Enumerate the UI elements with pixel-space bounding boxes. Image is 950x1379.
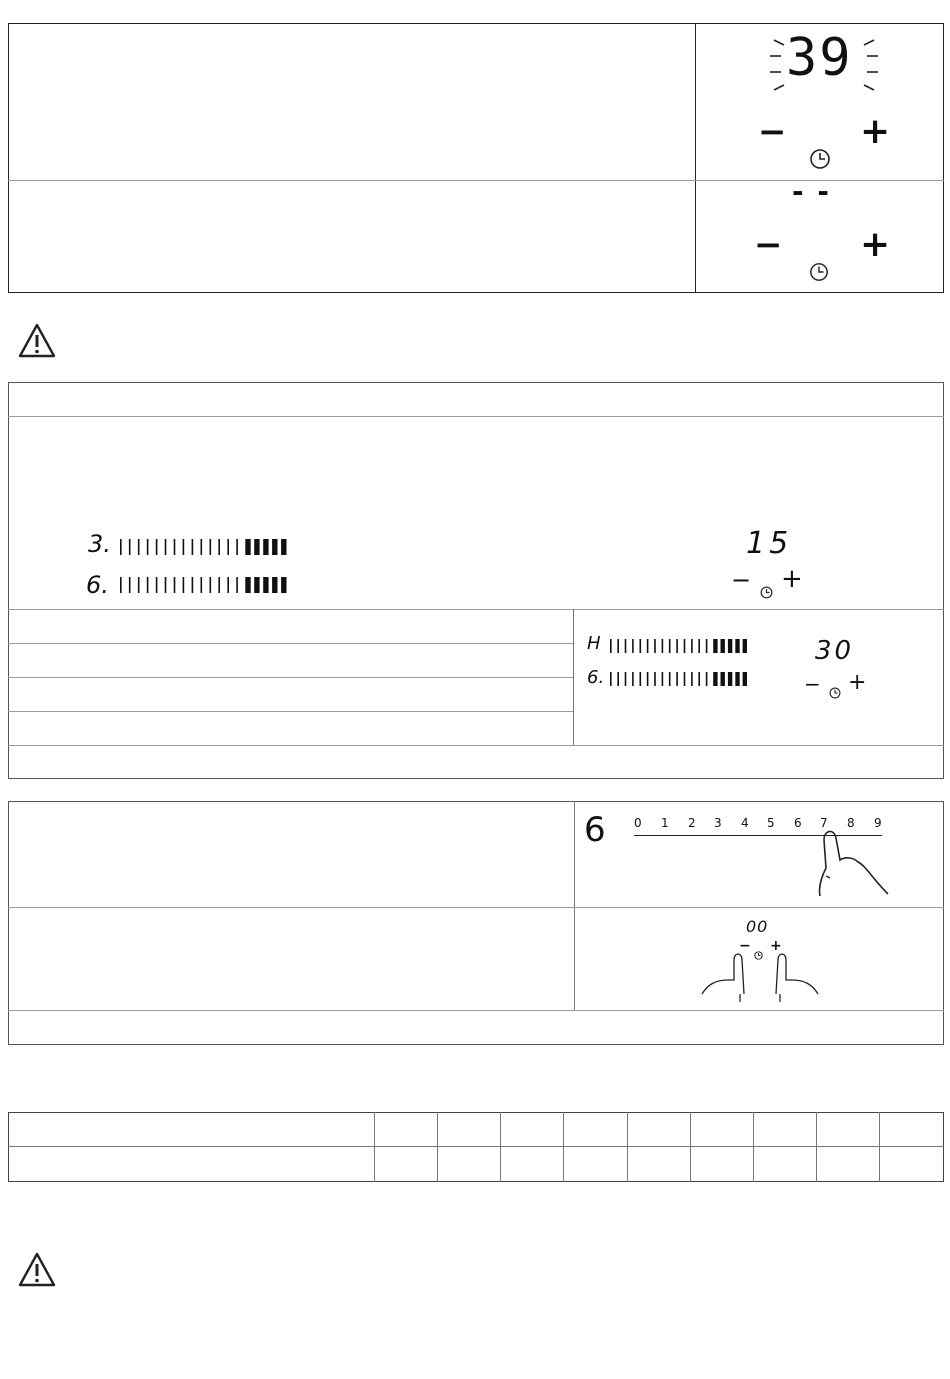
power-bar-tick [218, 577, 220, 593]
power-bar-tick [728, 639, 732, 653]
finger-pointer-icon [812, 826, 902, 898]
power-bar-tick [192, 539, 194, 555]
timer-display: - - [792, 175, 831, 208]
power-bar-tick [684, 672, 686, 686]
zone-level-2: 6. [86, 571, 109, 599]
levels-table-row-divider [8, 1146, 944, 1147]
power-bar-tick [174, 539, 176, 555]
power-bar-tick [183, 577, 185, 593]
plus-button[interactable]: + [860, 111, 891, 152]
power-bar-tick [201, 539, 203, 555]
power-bar-tick [706, 639, 708, 653]
power-bar-tick [272, 539, 277, 555]
power-bar-tick [721, 639, 725, 653]
power-bar-tick [647, 639, 649, 653]
power-bar-tick [735, 639, 739, 653]
power-bar-tick [192, 577, 194, 593]
slider-level-display: 6 [584, 810, 606, 850]
example-table-divider [573, 609, 574, 745]
power-bar-tick [183, 539, 185, 555]
scale-digit: 0 [634, 816, 642, 830]
power-bar-tick [610, 672, 612, 686]
example-table-row-divider [8, 609, 944, 610]
zone-level-1: 3. [88, 530, 111, 558]
power-bar-tick [210, 577, 212, 593]
plus-button[interactable]: + [781, 564, 803, 594]
zone-level-1: H [587, 633, 601, 654]
slider-table-row-divider [8, 1010, 944, 1011]
power-bar-tick [138, 539, 140, 555]
scale-digit: 7 [820, 816, 828, 830]
power-bar-tick [236, 577, 238, 593]
power-bar-2 [610, 672, 750, 686]
timer-display: 39 [786, 28, 853, 88]
clock-icon[interactable] [809, 148, 831, 170]
warning-icon [17, 322, 57, 360]
scale-digit: 5 [767, 816, 775, 830]
power-bar-tick [617, 672, 619, 686]
power-bar-tick [272, 577, 277, 593]
slider-table [8, 801, 944, 1045]
power-bar-tick [669, 672, 671, 686]
timer-panel-blinking [696, 24, 943, 180]
levels-table-col-divider [816, 1112, 817, 1182]
power-bar-tick [129, 577, 131, 593]
power-bar-tick [640, 639, 642, 653]
example-table-row-divider [8, 643, 574, 644]
levels-table-col-divider [563, 1112, 564, 1182]
levels-table-col-divider [690, 1112, 691, 1182]
power-bar-tick [640, 672, 642, 686]
power-bar-tick [174, 577, 176, 593]
zone-level-2: 6. [587, 667, 605, 688]
power-bar-tick [743, 639, 747, 653]
power-bar-tick [120, 539, 122, 555]
power-bar-tick [610, 639, 612, 653]
slider-table-row-divider [8, 907, 944, 908]
power-bar-1 [120, 539, 290, 555]
power-bar-tick [728, 672, 732, 686]
example-table-row-divider [8, 745, 944, 746]
minus-button[interactable]: − [731, 566, 752, 594]
power-bar-tick [129, 539, 131, 555]
levels-table-col-divider [437, 1112, 438, 1182]
power-bar-tick [227, 539, 229, 555]
power-bar-tick [654, 639, 656, 653]
power-bar-tick [669, 639, 671, 653]
power-bar-tick [676, 639, 678, 653]
clock-icon[interactable] [760, 586, 773, 599]
minus-button[interactable]: − [758, 112, 787, 152]
power-bar-tick [227, 577, 229, 593]
power-bar-tick [138, 577, 140, 593]
levels-table-col-divider [879, 1112, 880, 1182]
power-bar-tick [713, 672, 717, 686]
scale-digit: 6 [794, 816, 802, 830]
power-bar-tick [647, 672, 649, 686]
power-bar-tick [156, 577, 158, 593]
timer-display: 30 [815, 636, 855, 666]
power-bar-tick [735, 672, 739, 686]
levels-table-col-divider [500, 1112, 501, 1182]
scale-digit: 3 [714, 816, 722, 830]
minus-button[interactable]: − [739, 938, 751, 954]
power-bar-tick [691, 639, 693, 653]
plus-button[interactable]: + [860, 224, 891, 265]
clock-icon[interactable] [809, 262, 829, 282]
power-bar-tick [662, 672, 664, 686]
timer-display: 15 [746, 526, 793, 561]
power-bar-tick [632, 639, 634, 653]
example-table-row-divider [8, 677, 574, 678]
power-bar-tick [676, 672, 678, 686]
power-bar-tick [147, 577, 149, 593]
power-bar-1 [610, 639, 750, 653]
power-bar-2 [120, 577, 290, 593]
lock-timer-display: 00 [746, 917, 769, 936]
power-bar-tick [691, 672, 693, 686]
scale-digit: 8 [847, 816, 855, 830]
scale-digit: 9 [874, 816, 882, 830]
levels-table-col-divider [374, 1112, 375, 1182]
example-table-row-divider [8, 416, 944, 417]
power-bar-tick [684, 639, 686, 653]
scale-digit: 1 [661, 816, 669, 830]
power-bar-tick [654, 672, 656, 686]
power-bar-tick [632, 672, 634, 686]
power-bar-tick [281, 577, 286, 593]
power-bar-tick [147, 539, 149, 555]
power-bar-tick [201, 577, 203, 593]
power-bar-tick [713, 639, 717, 653]
power-bar-tick [165, 577, 167, 593]
power-bar-tick [218, 539, 220, 555]
power-bar-tick [236, 539, 238, 555]
power-bar-tick [698, 672, 700, 686]
power-bar-tick [721, 672, 725, 686]
power-bar-tick [625, 639, 627, 653]
timer-panel-off [696, 175, 943, 292]
plus-button[interactable]: + [848, 670, 867, 695]
minus-button[interactable]: − [804, 672, 821, 696]
plus-button[interactable]: + [770, 938, 782, 954]
clock-icon[interactable] [829, 687, 841, 699]
power-bar-tick [743, 672, 747, 686]
power-bar-tick [254, 577, 259, 593]
power-bar-tick [156, 539, 158, 555]
scale-digit: 4 [741, 816, 749, 830]
warning-icon [17, 1251, 57, 1289]
power-bar-tick [120, 577, 122, 593]
power-bar-tick [617, 639, 619, 653]
slider-table-divider [574, 801, 575, 1011]
power-bar-tick [165, 539, 167, 555]
levels-table-col-divider [627, 1112, 628, 1182]
power-bar-tick [662, 639, 664, 653]
levels-table [8, 1112, 944, 1182]
minus-button[interactable]: − [754, 225, 783, 265]
power-bar-tick [625, 672, 627, 686]
example-table-row-divider [8, 711, 574, 712]
power-bar-tick [263, 577, 268, 593]
power-bar-tick [698, 639, 700, 653]
power-bar-tick [706, 672, 708, 686]
levels-table-col-divider [753, 1112, 754, 1182]
power-bar-tick [254, 539, 259, 555]
power-bar-tick [281, 539, 286, 555]
power-bar-tick [263, 539, 268, 555]
scale-digit: 2 [688, 816, 696, 830]
power-bar-tick [210, 539, 212, 555]
two-finger-press-icon [700, 950, 820, 1004]
power-bar-tick [245, 539, 250, 555]
power-bar-tick [245, 577, 250, 593]
